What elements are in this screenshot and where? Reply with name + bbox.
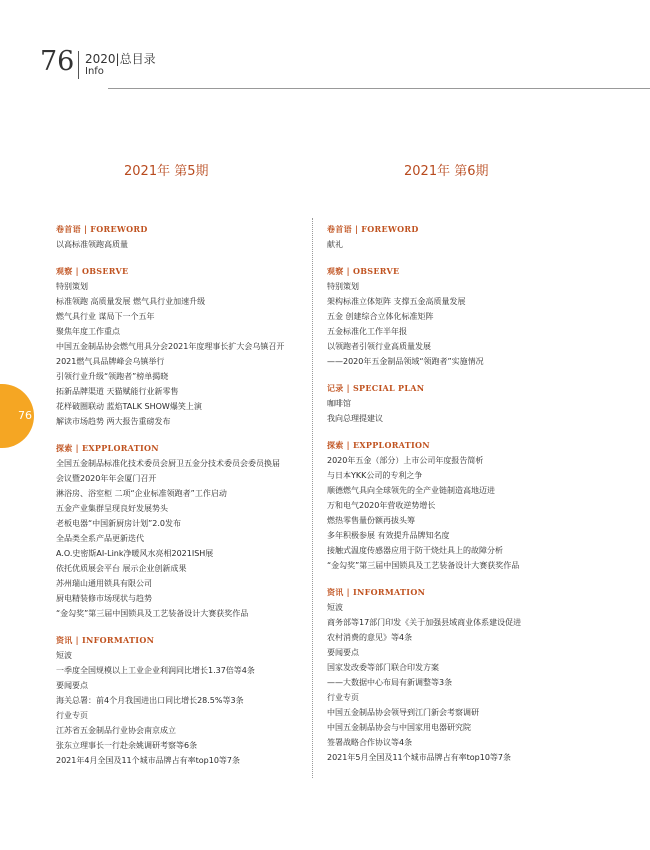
toc-item: 国家发改委等部门联合印发方案	[327, 663, 439, 672]
toc-item: 特别策划	[56, 282, 88, 291]
header-subtitle: Info	[85, 66, 104, 77]
toc-item: 全品类全系产品更新迭代	[56, 534, 144, 543]
toc-item: 解读市场趋势 两大报告重磅发布	[56, 417, 171, 426]
toc-item: 与日本YKK公司的专利之争	[327, 471, 423, 480]
toc-item: 行业专页	[327, 693, 359, 702]
toc-item: 江苏省五金制品行业协会南京成立	[56, 726, 176, 735]
toc-item: 特别策划	[327, 282, 359, 291]
toc-item: 全国五金制品标准化技术委员会厨卫五金分技术委员会委员换届	[56, 459, 280, 468]
header-rule	[108, 88, 650, 89]
issue-title-6: 2021年 第6期	[404, 164, 489, 179]
toc-item: 老板电器“中国新厨房计划”2.0发布	[56, 519, 182, 528]
toc-item: ——大数据中心布局有新调整等3条	[327, 678, 453, 687]
toc-item: 苏州瑞山通用锁具有限公司	[56, 579, 152, 588]
toc-item: 我向总理提建议	[327, 414, 383, 423]
toc-item: 厨电精装修市场现状与趋势	[56, 594, 152, 603]
section-heading: 观察 | OBSERVE	[56, 266, 129, 276]
toc-item: 商务部等17部门印发《关于加强县域商业体系建设促进	[327, 618, 522, 627]
toc-item: 中国五金制品协会领导到江门新会考察调研	[327, 708, 479, 717]
toc-item: 聚焦年度工作重点	[56, 327, 120, 336]
toc-item: 燃热零售量份额再拔头筹	[327, 516, 415, 525]
issue-5-contents	[56, 222, 316, 780]
toc-item: 一季度全国规模以上工业企业利润同比增长1.37倍等4条	[56, 666, 255, 675]
section-heading: 资讯 | INFORMATION	[327, 587, 426, 597]
toc-item: 架构标准立体矩阵 支撑五金高质量发展	[327, 297, 466, 306]
toc-section	[327, 264, 587, 369]
toc-section	[56, 633, 316, 768]
toc-item: 中国五金制品协会燃气用具分会2021年度理事长扩大会乌镇召开	[56, 342, 285, 351]
page-number: 76	[40, 46, 75, 77]
issue-6-contents	[327, 222, 587, 777]
toc-item: A.O.史密斯AI-Link净暖风水亮相2021ISH展	[56, 549, 214, 558]
toc-item: 签署战略合作协议等4条	[327, 738, 413, 747]
toc-item: 中国五金制品协会与中国家用电器研究院	[327, 723, 471, 732]
toc-section	[56, 441, 316, 621]
toc-item: 农村消费的意见》等4条	[327, 633, 413, 642]
toc-item: 标准领跑 高质量发展 燃气具行业加速升级	[56, 297, 206, 306]
header-title: 2020|总目录	[85, 52, 156, 66]
toc-item: 献礼	[327, 240, 343, 249]
toc-item: 2021燃气具品牌峰会乌镇举行	[56, 357, 165, 366]
side-page-tab-number: 76	[18, 409, 32, 422]
toc-item: 2021年5月全国及11个城市品牌占有率top10等7条	[327, 753, 512, 762]
toc-item: 以高标准领跑高质量	[56, 240, 128, 249]
section-heading: 探索 | EXPPLORATION	[327, 440, 430, 450]
toc-item: 淋浴房、浴室柜 二项“企业标准领跑者”工作启动	[56, 489, 227, 498]
toc-item: 2021年4月全国及11个城市品牌占有率top10等7条	[56, 756, 241, 765]
toc-section	[56, 264, 316, 429]
toc-item: 多年积极参展 有效提升品牌知名度	[327, 531, 450, 540]
toc-item: 五金 创建综合立体化标准矩阵	[327, 312, 434, 321]
toc-item: 要闻要点	[327, 648, 359, 657]
toc-section	[56, 222, 316, 252]
toc-item: ——2020年五金制品领域“领跑者”实施情况	[327, 357, 484, 366]
toc-item: 顺德燃气具向全球领先的全产业链制造高地迈进	[327, 486, 495, 495]
toc-item: 五金标准化工作半年报	[327, 327, 407, 336]
toc-item: 接触式温度传感器应用于防干烧灶具上的故障分析	[327, 546, 503, 555]
toc-section	[327, 222, 587, 252]
section-heading: 观察 | OBSERVE	[327, 266, 400, 276]
section-heading: 资讯 | INFORMATION	[56, 635, 155, 645]
toc-item: 万和电气2020年营收逆势增长	[327, 501, 436, 510]
toc-item: 短波	[327, 603, 343, 612]
toc-item: 拓新品牌渠道 天猫赋能行业新零售	[56, 387, 179, 396]
toc-section	[327, 381, 587, 426]
section-heading: 记录 | SPECIAL PLAN	[327, 383, 425, 393]
toc-item: 2020年五金（部分）上市公司年度报告简析	[327, 456, 484, 465]
issue-title-5: 2021年 第5期	[124, 164, 209, 179]
section-heading: 探索 | EXPPLORATION	[56, 443, 159, 453]
toc-item: 短波	[56, 651, 72, 660]
toc-item: 咖啡馆	[327, 399, 351, 408]
toc-item: 海关总署：前4个月我国进出口同比增长28.5%等3条	[56, 696, 244, 705]
toc-item: 燃气具行业 谋局下一个五年	[56, 312, 155, 321]
toc-item: 花样破圈联动 蓝焰TALK SHOW爆笑上演	[56, 402, 202, 411]
toc-item: “金勾奖”第三届中国锁具及工艺装备设计大赛获奖作品	[327, 561, 520, 570]
toc-item: 五金产业集群呈现良好发展势头	[56, 504, 168, 513]
toc-item: “金勾奖”第三届中国锁具及工艺装备设计大赛获奖作品	[56, 609, 249, 618]
toc-item: 会议暨2020年年会厦门召开	[56, 474, 157, 483]
section-heading: 卷首语 | FOREWORD	[56, 224, 148, 234]
toc-item: 要闻要点	[56, 681, 88, 690]
toc-item: 张东立理事长一行赴余姚调研考察等6条	[56, 741, 198, 750]
toc-item: 以领跑者引领行业高质量发展	[327, 342, 431, 351]
page-header	[0, 0, 650, 90]
section-heading: 卷首语 | FOREWORD	[327, 224, 419, 234]
toc-item: 行业专页	[56, 711, 88, 720]
toc-section	[327, 585, 587, 765]
header-divider	[78, 51, 79, 79]
toc-item: 引领行业升级“领跑者”榜单揭晓	[56, 372, 169, 381]
toc-section	[327, 438, 587, 573]
toc-item: 依托优质展会平台 展示企业创新成果	[56, 564, 187, 573]
